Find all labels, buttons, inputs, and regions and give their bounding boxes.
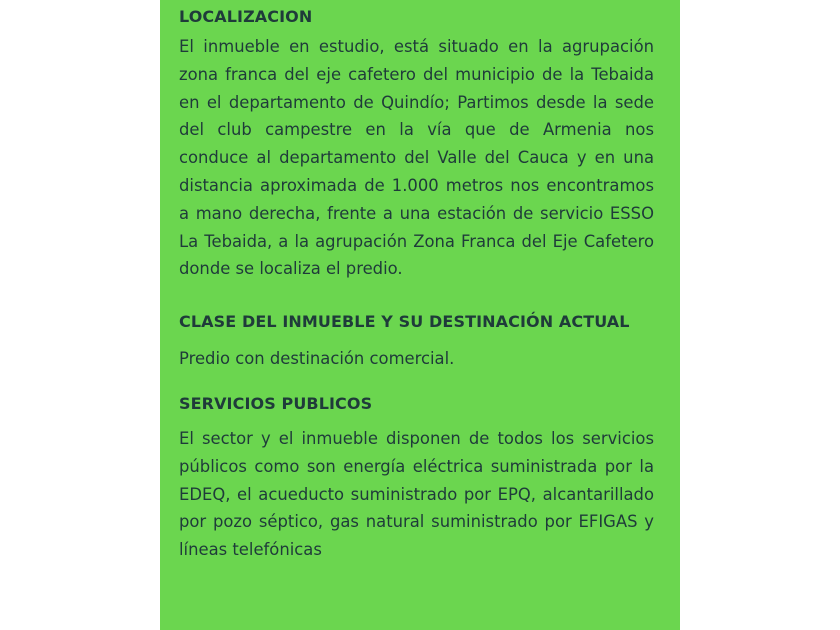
section-heading-clase-inmueble: CLASE DEL INMUEBLE Y SU DESTINACIÓN ACTUAL <box>179 312 630 332</box>
section-body-localizacion: El inmueble en estudio, está situado en la agrupación zona franca del eje cafetero del municipio de la Tebaida en el departamento de Quindío; Partimos desde la sede del club campestre en la vía que de Armenia nos conduce al departamento del Valle del Cauca y en una distancia aproximada de 1.000 metros nos encontramos a mano derecha, frente a una estación de servicio ESSO La Tebaida, a la agrupación Zona Franca del Eje Cafetero donde se localiza el predio. <box>179 37 654 279</box>
document-panel <box>160 0 680 630</box>
section-body-clase-inmueble: Predio con destinación comercial. <box>179 349 455 369</box>
section-heading-localizacion: LOCALIZACION <box>179 7 313 26</box>
section-body-servicios-publicos: El sector y el inmueble disponen de todos los servicios públicos como son energía eléctrica suministrada por la EDEQ, el acueducto suministrado por EPQ, alcantarillado por pozo séptico, gas natural suministrado por EFIGAS y líneas telefónicas <box>179 428 654 560</box>
section-heading-servicios-publicos: SERVICIOS PUBLICOS <box>179 393 373 413</box>
